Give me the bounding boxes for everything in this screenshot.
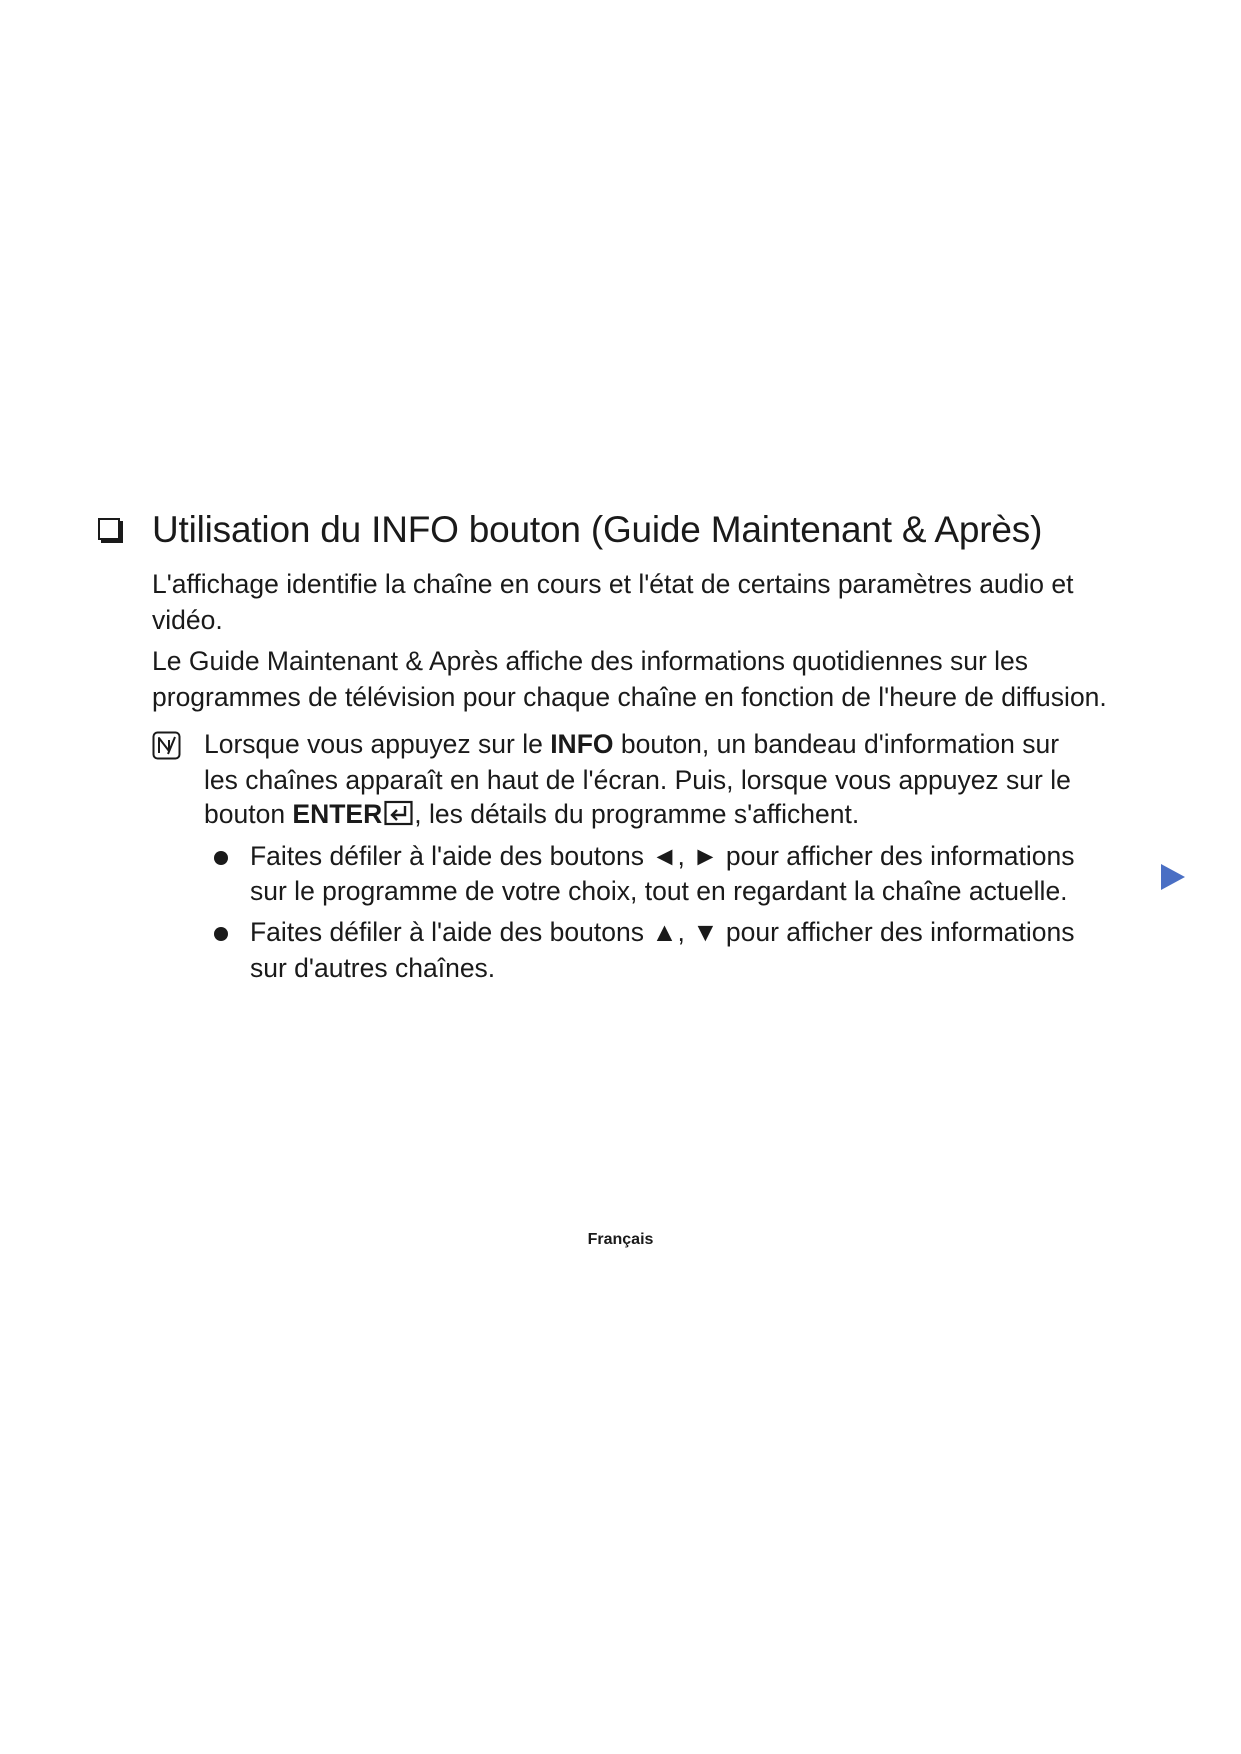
triangle-right-icon[interactable] [1161, 864, 1185, 890]
enter-keyword: ENTER [292, 799, 383, 829]
body-line-4: programmes de télévision pour chaque chaîne en fonction de l'heure de diffusion. [152, 682, 1107, 712]
bullet-dot-icon [214, 927, 228, 941]
checkbox-square-icon [98, 518, 120, 540]
bullet-2-line-2: sur d'autres chaînes. [250, 953, 496, 983]
section-heading [96, 506, 1146, 554]
enter-icon [384, 800, 414, 826]
bullet-1-line-2: sur le programme de votre choix, tout en regardant la chaîne actuelle. [250, 876, 1068, 906]
note-line-2: les chaînes apparaît en haut de l'écran. Puis, lorsque vous appuyez sur le [204, 765, 1071, 795]
note-icon [152, 731, 181, 760]
info-keyword: INFO [550, 729, 614, 759]
note-line-3: bouton ENTER , les détails du programme s'affichent. [204, 799, 860, 829]
body-line-1: L'affichage identifie la chaîne en cours et l'état de certains paramètres audio et [152, 569, 1074, 599]
bullet-2-line-1: Faites défiler à l'aide des boutons ▲, ▼ pour afficher des informations [250, 917, 1075, 947]
bullet-1-line-1: Faites défiler à l'aide des boutons ◄, ► pour afficher des informations [250, 841, 1075, 871]
bullet-dot-icon [214, 851, 228, 865]
body-line-3: Le Guide Maintenant & Après affiche des informations quotidiennes sur les [152, 646, 1029, 676]
footer-language: Français [587, 1231, 654, 1248]
note-line-1: Lorsque vous appuyez sur le INFO bouton, un bandeau d'information sur [204, 729, 1060, 759]
body-line-2: vidéo. [152, 605, 223, 635]
section-title: Utilisation du INFO bouton (Guide Maintenant & Après) [152, 509, 1043, 550]
